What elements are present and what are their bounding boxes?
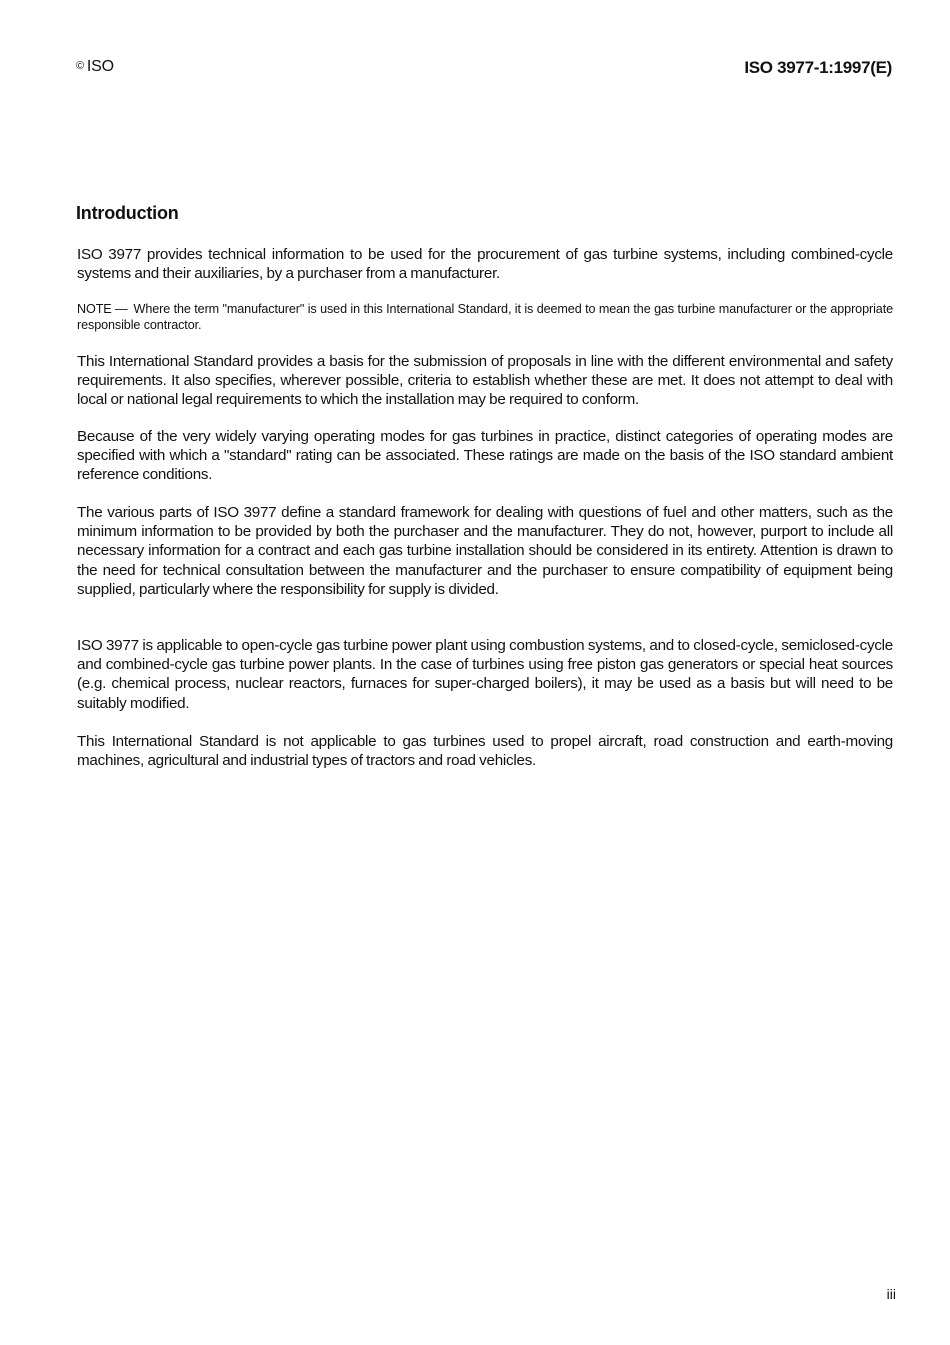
note xyxy=(77,301,893,333)
paragraph-2: This International Standard provides a basis for the submission of proposals in line with the different environmental and safety requirements. It also specifies, wherever possible, criteria to establish whether these are met. It does not attempt to deal with local or national legal requirements to which the installation may be required to conform. xyxy=(77,353,893,409)
copyright-icon: © xyxy=(76,60,84,72)
header-organization: ISO xyxy=(86,58,114,75)
note-text: Where the term "manufacturer" is used in this International Standard, it is deemed to mean the gas turbine manufacturer or the appropriate responsible contractor. xyxy=(77,302,893,332)
paragraph-4-block xyxy=(77,503,893,599)
paragraph-1: ISO 3977 provides technical information to be used for the procurement of gas turbine systems, including combined-cycle systems and their auxiliaries, by a purchaser from a manufacturer. xyxy=(77,246,893,283)
paragraph-6: This International Standard is not applicable to gas turbines used to propel aircraft, road construction and earth-moving machines, agricultural and industrial types of tractors and road vehicles. xyxy=(77,733,893,770)
paragraph-6-block xyxy=(77,732,893,770)
paragraph-4: The various parts of ISO 3977 define a standard framework for dealing with questions of fuel and other matters, such as the minimum information to be provided by both the purchaser and the manufacturer. They do not, however, purport to include all necessary information for a contract and each gas turbine installation should be considered in its entirety. Attention is drawn to the need for technical consultation between the manufacturer and the purchaser to ensure compatibility of equipment being supplied, particularly where the responsibility for supply is divided. xyxy=(77,504,893,598)
paragraph-2-block xyxy=(77,352,893,410)
paragraph-5-block xyxy=(77,636,893,713)
section-title: Introduction xyxy=(76,203,179,223)
note-label: NOTE — xyxy=(77,302,128,316)
header-document-id: ISO 3977-1:1997(E) xyxy=(744,58,892,77)
note-block xyxy=(77,301,893,333)
page-number: iii xyxy=(886,1286,896,1302)
paragraph-3-block xyxy=(77,427,893,485)
paragraph-3: Because of the very widely varying operating modes for gas turbines in practice, distinct categories of operating modes are specified with which a "standard" rating can be associated. These ratings are made on the basis of the ISO standard ambient reference conditions. xyxy=(77,428,893,484)
header-copyright xyxy=(76,58,114,76)
paragraph-5: ISO 3977 is applicable to open-cycle gas turbine power plant using combustion systems, and to closed-cycle, semiclosed-cycle and combined-cycle gas turbine power plants. In the case of turbines using free piston gas generators or special heat sources (e.g. chemical process, nuclear reactors, furnaces for super-charged boilers), it may be used as a basis but will need to be suitably modified. xyxy=(77,637,893,712)
paragraph-1-block xyxy=(77,245,893,283)
